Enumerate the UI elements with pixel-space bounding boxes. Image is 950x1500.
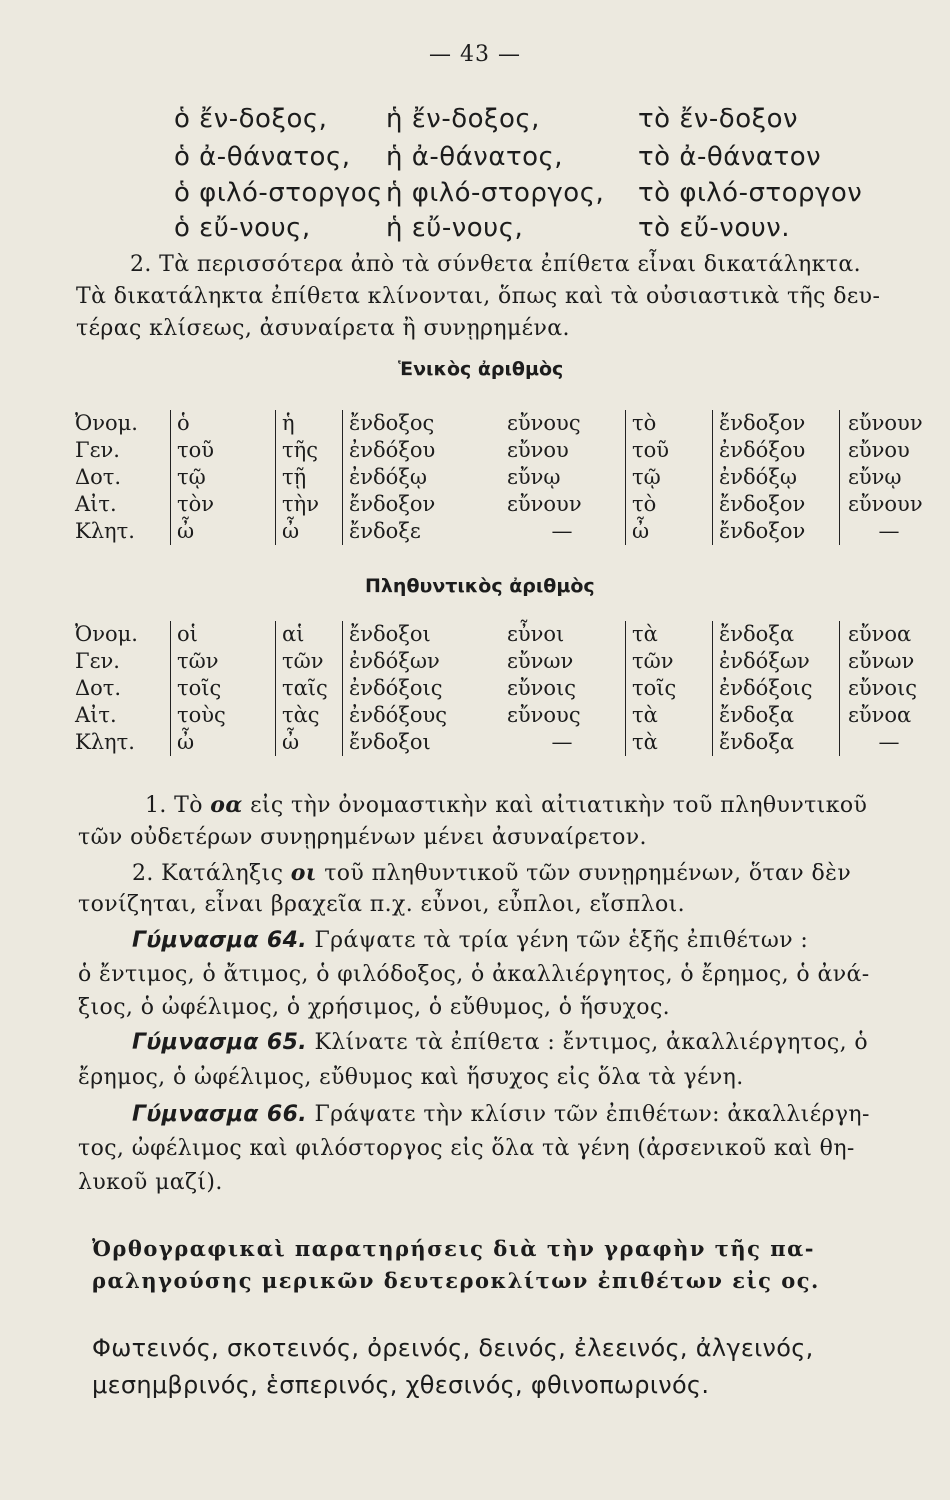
declension-cell: εὔνοις bbox=[507, 676, 577, 700]
exercise-text: Γράψατε τὴν κλίσιν τῶν ἐπιθέτων: ἀκαλλιέργη- bbox=[307, 1102, 870, 1127]
intro-line-3: τέρας κλίσεως, ἀσυναίρετα ἢ συνῃρημένα. bbox=[76, 316, 570, 341]
singular-declension-table bbox=[75, 410, 938, 545]
word-list-line-1: Φωτεινός, σκοτεινός, ὀρεινός, δεινός, ἐλεεινός, ἀλγεινός, bbox=[92, 1334, 814, 1362]
declension-cell: ἐνδόξου bbox=[343, 437, 500, 464]
declension-cell: τοῖς bbox=[626, 675, 713, 702]
declension-cell: εὔνους bbox=[507, 703, 581, 727]
declension-cell: τοῦ bbox=[171, 437, 276, 464]
declension-cell: ὦ bbox=[171, 729, 276, 756]
declension-row bbox=[75, 702, 938, 729]
declension-row bbox=[75, 648, 938, 675]
declension-cell: ἔνδοξοι bbox=[343, 729, 500, 756]
declension-row bbox=[75, 729, 938, 756]
declension-cell: τὰ bbox=[626, 729, 713, 756]
declension-cell: τῷ bbox=[626, 464, 713, 491]
declension-cell: τῇ bbox=[276, 464, 343, 491]
note-text: 2. Κατάληξις bbox=[132, 861, 291, 886]
declension-cell: εὔνουν bbox=[840, 410, 939, 437]
declension-cell: εὔνου bbox=[507, 438, 569, 462]
declension-cell: ὦ bbox=[626, 518, 713, 545]
case-label: Κλητ. bbox=[75, 730, 135, 754]
declension-cell: ἔνδοξα bbox=[713, 702, 840, 729]
case-label: Αἰτ. bbox=[75, 703, 117, 727]
neuter-form: τὸ ἔν-δοξον bbox=[638, 104, 799, 134]
masculine-form: ὁ ἔν-δοξος, bbox=[174, 104, 328, 134]
singular-heading: Ἑνικὸς ἀριθμὸς bbox=[398, 358, 564, 380]
exercise-66-title: Γύμνασμα 66. bbox=[132, 1102, 308, 1127]
case-label: Γεν. bbox=[75, 438, 120, 462]
declension-cell: εὔνῳ bbox=[507, 465, 561, 489]
declension-cell: εὔνων bbox=[507, 649, 574, 673]
declension-cell: ἐνδόξῳ bbox=[343, 464, 500, 491]
declension-cell: τὰς bbox=[276, 702, 343, 729]
declension-cell: τῶν bbox=[626, 648, 713, 675]
exercise-64-title: Γύμνασμα 64. bbox=[132, 928, 308, 953]
exercise-66-line-1 bbox=[132, 1102, 870, 1127]
declension-row bbox=[75, 518, 938, 545]
exercise-64-line-3: ξιος, ὁ ὠφέλιμος, ὁ χρήσιμος, ὁ εὔθυμος, ὁ ἥσυχος. bbox=[78, 995, 671, 1020]
orthography-heading-line-1: Ὀρθογραφικαὶ παρατηρήσεις διὰ τὴν γραφὴν τῆς πα- bbox=[92, 1236, 816, 1261]
declension-cell: ἔνδοξον bbox=[713, 410, 840, 437]
declension-row bbox=[75, 410, 938, 437]
declension-cell: τὸ bbox=[626, 491, 713, 518]
declension-cell: — bbox=[840, 518, 939, 545]
exercise-65-line-1 bbox=[132, 1030, 868, 1055]
declension-cell: ἔνδοξον bbox=[343, 491, 500, 518]
declension-cell: — bbox=[551, 730, 573, 754]
neuter-form: τὸ εὔ-νουν. bbox=[638, 213, 791, 243]
note-text: 1. Τὸ bbox=[145, 793, 211, 818]
declension-cell: εὔνουν bbox=[507, 492, 582, 516]
declension-cell: εὔνοα bbox=[840, 702, 939, 729]
exercise-text: Κλίνατε τὰ ἐπίθετα : ἔντιμος, ἀκαλλιέργητος, ὁ bbox=[307, 1030, 869, 1055]
neuter-form: τὸ ἀ-θάνατον bbox=[638, 142, 822, 172]
declension-cell: τῶν bbox=[171, 648, 276, 675]
declension-cell: ἔνδοξος bbox=[343, 410, 500, 437]
declension-cell: — bbox=[840, 729, 939, 756]
declension-cell: ἐνδόξοις bbox=[713, 675, 840, 702]
declension-cell: ἔνδοξον bbox=[713, 491, 840, 518]
note-text: εἰς τὴν ὀνομαστικὴν καὶ αἰτιατικὴν τοῦ πληθυντικοῦ bbox=[242, 793, 868, 818]
declension-cell: ὦ bbox=[171, 518, 276, 545]
declension-cell: τῷ bbox=[171, 464, 276, 491]
intro-line-2: Τὰ δικατάληκτα ἐπίθετα κλίνονται, ὅπως καὶ τὰ οὐσιαστικὰ τῆς δευ- bbox=[76, 284, 881, 309]
feminine-form: ἡ ἀ-θάνατος, bbox=[386, 142, 564, 172]
declension-cell: εὔνῳ bbox=[840, 464, 939, 491]
declension-cell: τοὺς bbox=[171, 702, 276, 729]
declension-cell: εὔνου bbox=[840, 437, 939, 464]
note-ending: οι bbox=[290, 860, 317, 886]
feminine-form: ἡ εὔ-νους, bbox=[386, 213, 524, 243]
declension-row bbox=[75, 491, 938, 518]
declension-cell: αἱ bbox=[276, 621, 343, 648]
note-1-line-2: τῶν οὐδετέρων συνῃρημένων μένει ἀσυναίρετον. bbox=[78, 825, 647, 850]
masculine-form: ὁ εὔ-νους, bbox=[174, 213, 311, 243]
exercise-66-line-3: λυκοῦ μαζί). bbox=[78, 1170, 223, 1195]
case-label: Ὀνομ. bbox=[75, 411, 138, 435]
declension-cell: ἡ bbox=[276, 410, 343, 437]
declension-cell: ταῖς bbox=[276, 675, 343, 702]
exercise-text: Γράψατε τὰ τρία γένη τῶν ἑξῆς ἐπιθέτων : bbox=[307, 928, 809, 953]
plural-declension-table bbox=[75, 621, 938, 756]
case-label: Δοτ. bbox=[75, 676, 122, 700]
masculine-form: ὁ ἀ-θάνατος, bbox=[174, 142, 351, 172]
exercise-65-title: Γύμνασμα 65. bbox=[132, 1030, 308, 1055]
case-label: Γεν. bbox=[75, 649, 120, 673]
declension-cell: ἐνδόξῳ bbox=[713, 464, 840, 491]
declension-cell: ὁ bbox=[171, 410, 276, 437]
declension-cell: — bbox=[551, 519, 573, 543]
plural-heading: Πληθυντικὸς ἀριθμὸς bbox=[365, 575, 595, 597]
declension-cell: τὰ bbox=[626, 702, 713, 729]
case-label: Αἰτ. bbox=[75, 492, 117, 516]
declension-cell: εὔνων bbox=[840, 648, 939, 675]
declension-row bbox=[75, 437, 938, 464]
case-label: Δοτ. bbox=[75, 465, 122, 489]
declension-cell: τὸ bbox=[626, 410, 713, 437]
declension-cell: τοῖς bbox=[171, 675, 276, 702]
declension-cell: ἔνδοξε bbox=[343, 518, 500, 545]
declension-cell: εὔνους bbox=[507, 411, 581, 435]
declension-row bbox=[75, 675, 938, 702]
note-2-line-2: τονίζηται, εἶναι βραχεῖα π.χ. εὖνοι, εὖπλοι, εἴσπλοι. bbox=[78, 892, 686, 917]
declension-cell: εὔνοις bbox=[840, 675, 939, 702]
declension-cell: ἔνδοξα bbox=[713, 621, 840, 648]
masculine-form: ὁ φιλό-στοργος bbox=[174, 178, 383, 208]
declension-cell: τοῦ bbox=[626, 437, 713, 464]
declension-cell: εὖνοι bbox=[507, 622, 565, 646]
declension-cell: ἔνδοξον bbox=[713, 518, 840, 545]
declension-cell: ἔνδοξοι bbox=[343, 621, 500, 648]
note-text: τοῦ πληθυντικοῦ τῶν συνῃρημένων, ὅταν δὲν bbox=[316, 861, 852, 886]
declension-cell: ἐνδόξων bbox=[343, 648, 500, 675]
declension-cell: τὰ bbox=[626, 621, 713, 648]
declension-cell: εὔνοα bbox=[840, 621, 939, 648]
declension-cell: ἐνδόξου bbox=[713, 437, 840, 464]
note-1-line-1 bbox=[145, 792, 867, 818]
declension-cell: οἱ bbox=[171, 621, 276, 648]
case-label: Κλητ. bbox=[75, 519, 135, 543]
declension-cell: τὸν bbox=[171, 491, 276, 518]
declension-cell: τῶν bbox=[276, 648, 343, 675]
declension-cell: ἔνδοξα bbox=[713, 729, 840, 756]
exercise-66-line-2: τος, ὠφέλιμος καὶ φιλόστοργος εἰς ὅλα τὰ γένη (ἀρσενικοῦ καὶ θη- bbox=[78, 1136, 855, 1161]
declension-row bbox=[75, 621, 938, 648]
neuter-form: τὸ φιλό-στοργον bbox=[638, 178, 863, 208]
feminine-form: ἡ ἔν-δοξος, bbox=[386, 104, 540, 134]
feminine-form: ἡ φιλό-στοργος, bbox=[386, 178, 605, 208]
orthography-heading-line-2: ραληγούσης μερικῶν δευτεροκλίτων ἐπιθέτων εἰς ος. bbox=[92, 1268, 820, 1293]
exercise-64-line-1 bbox=[132, 928, 808, 953]
declension-cell: εὔνουν bbox=[840, 491, 939, 518]
intro-line-1: 2. Τὰ περισσότερα ἀπὸ τὰ σύνθετα ἐπίθετα εἶναι δικατάληκτα. bbox=[130, 252, 861, 277]
declension-cell: ὦ bbox=[276, 518, 343, 545]
declension-cell: ἐνδόξων bbox=[713, 648, 840, 675]
word-list-line-2: μεσημβρινός, ἑσπερινός, χθεσινός, φθινοπωρινός. bbox=[92, 1371, 710, 1399]
exercise-65-line-2: ἔρημος, ὁ ὠφέλιμος, εὔθυμος καὶ ἥσυχος εἰς ὅλα τὰ γένη. bbox=[78, 1065, 744, 1090]
declension-row bbox=[75, 464, 938, 491]
declension-cell: ἐνδόξους bbox=[343, 702, 500, 729]
declension-cell: ἐνδόξοις bbox=[343, 675, 500, 702]
page-number: — 43 — bbox=[429, 42, 521, 67]
declension-cell: τὴν bbox=[276, 491, 343, 518]
exercise-64-line-2: ὁ ἔντιμος, ὁ ἄτιμος, ὁ φιλόδοξος, ὁ ἀκαλλιέργητος, ὁ ἔρημος, ὁ ἀνά- bbox=[78, 962, 870, 987]
note-ending: οα bbox=[210, 792, 243, 818]
declension-cell: τῆς bbox=[276, 437, 343, 464]
declension-cell: ὦ bbox=[276, 729, 343, 756]
note-2-line-1 bbox=[132, 860, 851, 886]
case-label: Ὀνομ. bbox=[75, 622, 138, 646]
